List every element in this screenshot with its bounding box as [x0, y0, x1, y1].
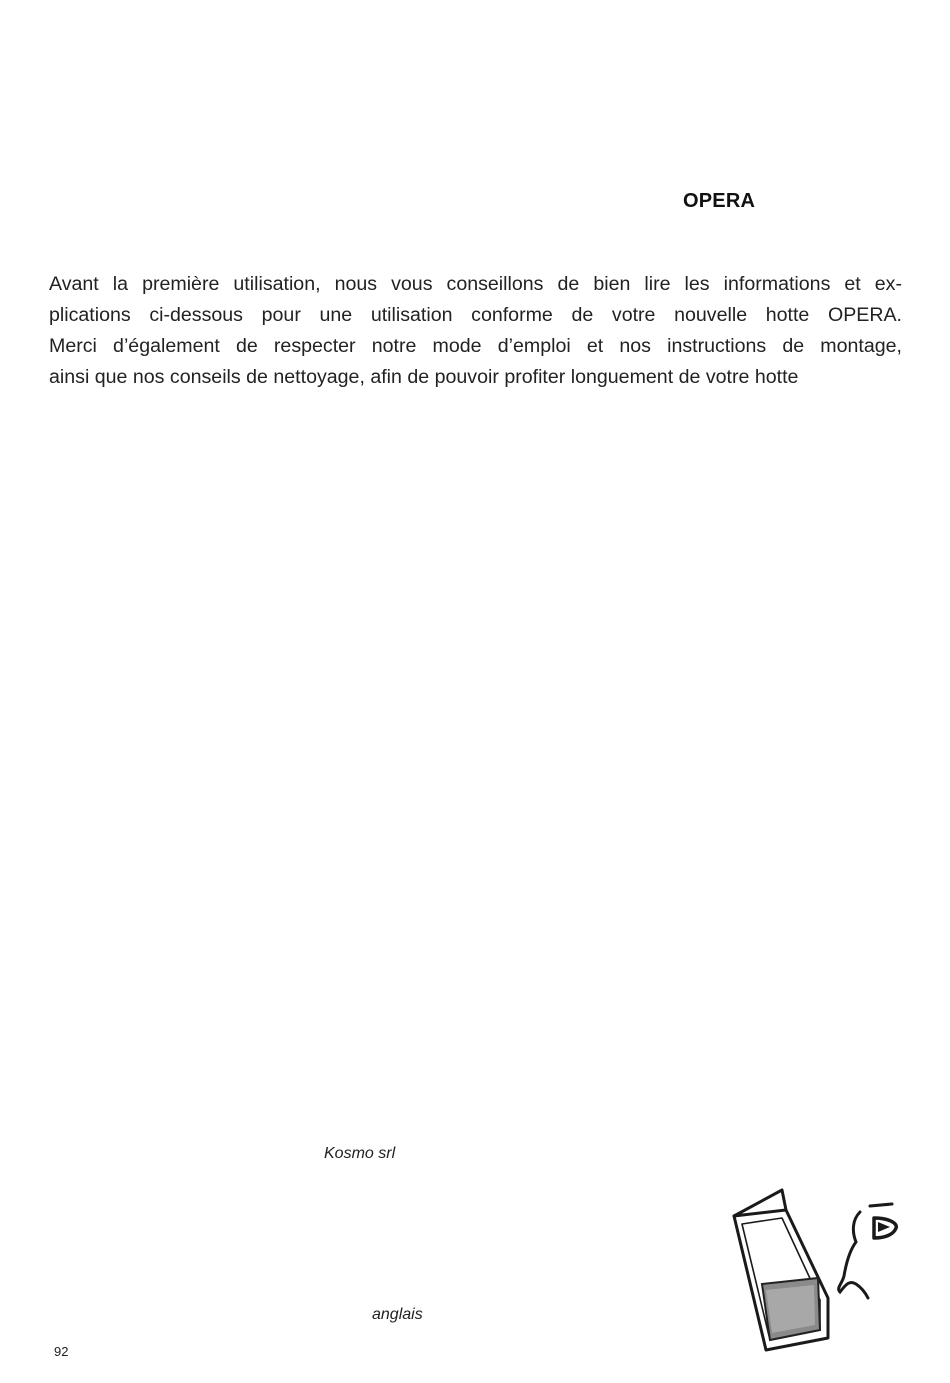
- intro-line: plications ci-dessous pour une utilisation conforme de votre nouvelle hotte OPERA.: [49, 304, 902, 326]
- read-manual-icon: [720, 1180, 920, 1360]
- company-name: Kosmo srl: [324, 1145, 396, 1162]
- language-label: anglais: [372, 1306, 423, 1323]
- intro-paragraph: [49, 269, 902, 393]
- intro-line: Merci d’également de respecter notre mode d’emploi et nos instructions de montage,: [49, 335, 902, 357]
- intro-line: ainsi que nos conseils de nettoyage, afin de pouvoir profiter longuement de votre hotte: [49, 366, 799, 388]
- intro-line: Avant la première utilisation, nous vous conseillons de bien lire les informations et ex-: [49, 273, 902, 295]
- page-number: 92: [54, 1344, 69, 1359]
- product-title: OPERA: [683, 190, 756, 212]
